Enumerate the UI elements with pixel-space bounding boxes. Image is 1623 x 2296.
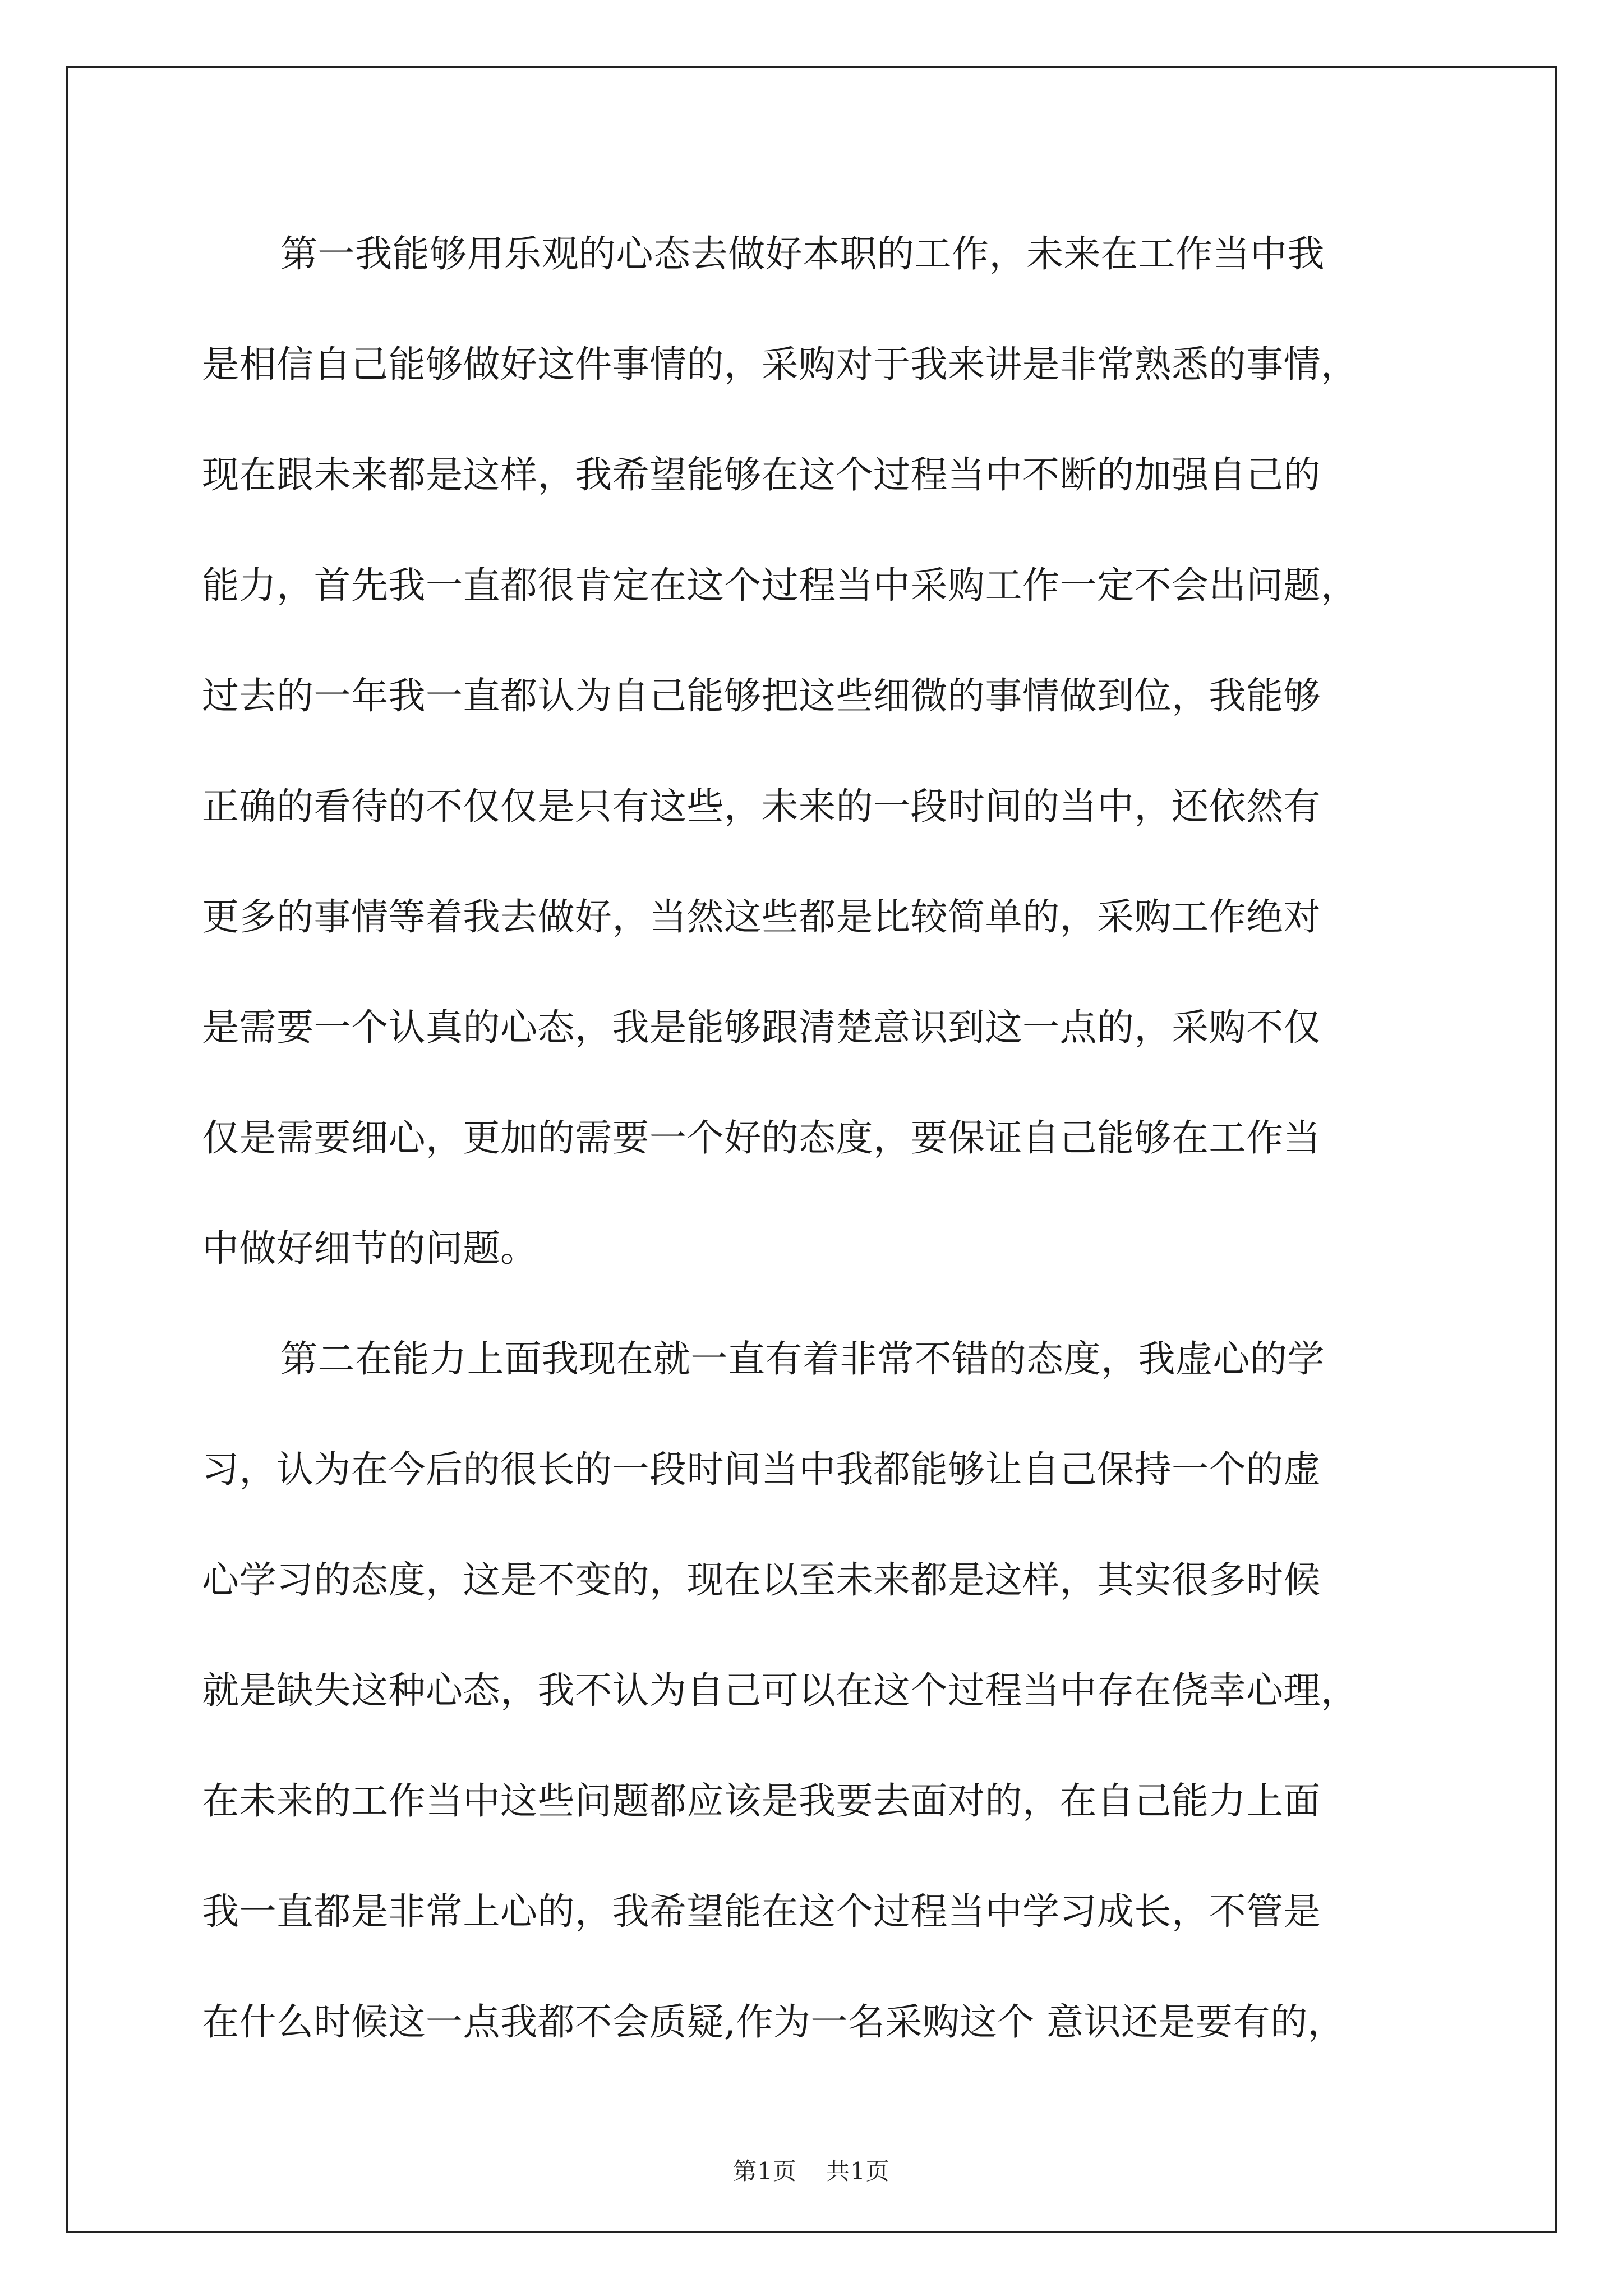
- paragraph-1-line-3: 现在跟未来都是这样，我希望能够在这个过程当中不断的加强自己的: [202, 453, 1321, 496]
- paragraph-2-line-2: 习，认为在今后的很长的一段时间当中我都能够让自己保持一个的虚: [202, 1448, 1321, 1491]
- paragraph-1-line-8: 是需要一个认真的心态，我是能够跟清楚意识到这一点的，采购不仅: [202, 1006, 1321, 1049]
- page-number: 第1页: [733, 2157, 797, 2185]
- paragraph-1-line-10: 中做好细节的问题。: [202, 1227, 538, 1270]
- paragraph-1-line-9: 仅是需要细心，更加的需要一个好的态度，要保证自己能够在工作当: [202, 1116, 1321, 1159]
- paragraph-1-line-4: 能力，首先我一直都很肯定在这个过程当中采购工作一定不会出问题，: [202, 564, 1358, 607]
- paragraph-2-line-3: 心学习的态度，这是不变的，现在以至未来都是这样，其实很多时候: [202, 1558, 1321, 1602]
- paragraph-2-line-4: 就是缺失这种心态，我不认为自己可以在这个过程当中存在侥幸心理，: [202, 1669, 1358, 1712]
- paragraph-2-line-5: 在未来的工作当中这些问题都应该是我要去面对的，在自己能力上面: [202, 1779, 1321, 1823]
- paragraph-2-line-6: 我一直都是非常上心的，我希望能在这个过程当中学习成长，不管是: [202, 1890, 1321, 1933]
- paragraph-1-line-7: 更多的事情等着我去做好，当然这些都是比较简单的，采购工作绝对: [202, 895, 1321, 938]
- page-footer: [0, 2153, 1623, 2187]
- paragraph-2-line-7: 在什么时候这一点我都不会质疑,作为一名采购这个 意识还是要有的，: [202, 2000, 1345, 2044]
- paragraph-1-line-2: 是相信自己能够做好这件事情的，采购对于我来讲是非常熟悉的事情，: [202, 343, 1358, 386]
- document-body: [202, 218, 1424, 2096]
- paragraph-1-line-6: 正确的看待的不仅仅是只有这些，未来的一段时间的当中，还依然有: [202, 785, 1321, 828]
- paragraph-1-line-1: 第一我能够用乐观的心态去做好本职的工作，未来在工作当中我: [280, 232, 1325, 275]
- total-pages: 共1页: [826, 2157, 890, 2185]
- paragraph-1-line-5: 过去的一年我一直都认为自己能够把这些细微的事情做到位，我能够: [202, 674, 1321, 717]
- paragraph-2-line-1: 第二在能力上面我现在就一直有着非常不错的态度，我虚心的学: [280, 1337, 1325, 1381]
